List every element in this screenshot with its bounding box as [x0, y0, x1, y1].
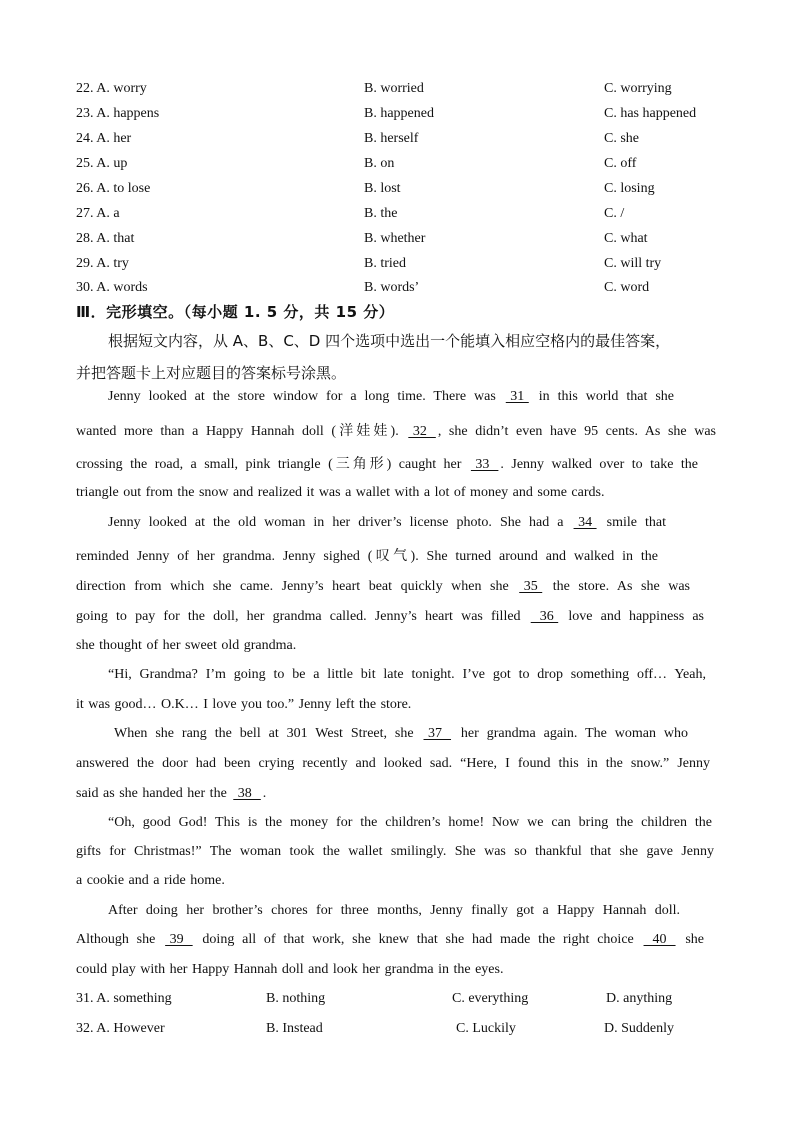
- passage-line: Although she 39 doing all of that work, she knew that she had made the right choice 40 she: [76, 932, 704, 947]
- option-c: C. worrying: [604, 81, 672, 96]
- passage-line: going to pay for the doll, her grandma called. Jenny’s heart was filled 36 love and happiness as: [76, 609, 704, 624]
- option-b: B. Instead: [266, 1021, 323, 1036]
- option-c: C. has happened: [604, 106, 697, 121]
- option-b: B. nothing: [266, 991, 326, 1006]
- passage-line: she thought of her sweet old grandma.: [76, 638, 297, 653]
- section-heading: Ⅲ．完形填空。（每小题 1. 5 分，共 15 分）: [76, 303, 395, 321]
- option-b: B. on: [364, 156, 395, 171]
- question-row-31: [76, 991, 736, 1013]
- option-c: C. word: [604, 280, 650, 295]
- blank-37: 37: [423, 726, 452, 741]
- option-c: C. /: [604, 206, 625, 221]
- option-b: B. the: [364, 206, 398, 221]
- option-a: 26. A. to lose: [76, 181, 151, 196]
- passage-line: crossing the road, a small, pink triangle (三角形) caught her 33 . Jenny walked over to take the: [76, 457, 698, 472]
- option-row-27: [76, 206, 736, 228]
- passage-line: gifts for Christmas!” The woman took the wallet smilingly. She was so thankful that she gave Jenny: [76, 844, 714, 859]
- option-row-30: [76, 280, 736, 302]
- option-a: 30. A. words: [76, 280, 148, 295]
- passage-line: wanted more than a Happy Hannah doll (洋娃娃). 32 , she didn’t even have 95 cents. As she was: [76, 424, 716, 439]
- blank-32: 32: [408, 424, 436, 439]
- option-a: 31. A. something: [76, 991, 172, 1006]
- option-a: 29. A. try: [76, 256, 129, 271]
- instruction-line-2: 并把答题卡上对应题目的答案标号涂黑。: [76, 364, 347, 382]
- option-b: B. herself: [364, 131, 419, 146]
- option-a: 22. A. worry: [76, 81, 147, 96]
- option-c: C. what: [604, 231, 648, 246]
- passage-line: Jenny looked at the old woman in her driver’s license photo. She had a 34 smile that: [108, 515, 666, 530]
- blank-34: 34: [573, 515, 597, 530]
- option-b: B. happened: [364, 106, 434, 121]
- option-c: C. losing: [604, 181, 655, 196]
- blank-40: 40: [643, 932, 676, 947]
- option-b: B. whether: [364, 231, 426, 246]
- option-d: D. Suddenly: [604, 1021, 674, 1036]
- option-c: C. she: [604, 131, 639, 146]
- blank-38: 38: [233, 786, 261, 801]
- option-row-24: [76, 131, 736, 153]
- option-b: B. words’: [364, 280, 420, 295]
- option-b: B. tried: [364, 256, 406, 271]
- passage-line: could play with her Happy Hannah doll and look her grandma in the eyes.: [76, 962, 504, 977]
- option-c: C. Luckily: [456, 1021, 516, 1036]
- instruction-line-1: 根据短文内容，从 A、B、C、D 四个选项中选出一个能填入相应空格内的最佳答案，: [108, 332, 671, 350]
- option-row-23: [76, 106, 736, 128]
- option-d: D. anything: [606, 991, 673, 1006]
- option-c: C. everything: [452, 991, 529, 1006]
- option-c: C. will try: [604, 256, 662, 271]
- option-b: B. lost: [364, 181, 401, 196]
- option-a: 32. A. However: [76, 1021, 165, 1036]
- passage-line: reminded Jenny of her grandma. Jenny sighed (叹气). She turned around and walked in the: [76, 549, 658, 564]
- passage-line: “Hi, Grandma? I’m going to be a little bit late tonight. I’ve got to drop something off… Yeah,: [108, 667, 706, 682]
- option-a: 28. A. that: [76, 231, 135, 246]
- passage-line: said as she handed her the 38 .: [76, 786, 267, 801]
- option-a: 25. A. up: [76, 156, 128, 171]
- option-a: 27. A. a: [76, 206, 120, 221]
- passage-line: it was good… O.K… I love you too.” Jenny left the store.: [76, 697, 412, 712]
- blank-35: 35: [519, 579, 543, 594]
- blank-31: 31: [505, 389, 529, 404]
- passage-line: triangle out from the snow and realized it was a wallet with a lot of money and some cards.: [76, 485, 605, 500]
- option-row-28: [76, 231, 736, 253]
- passage-line: “Oh, good God! This is the money for the children’s home! Now we can bring the children the: [108, 815, 712, 830]
- passage-line: direction from which she came. Jenny’s heart beat quickly when she 35 the store. As she was: [76, 579, 691, 594]
- option-row-25: [76, 156, 736, 178]
- passage-line: Jenny looked at the store window for a long time. There was 31 in this world that she: [108, 389, 674, 404]
- blank-39: 39: [165, 932, 193, 947]
- passage-line: When she rang the bell at 301 West Street, she 37 her grandma again. The woman who: [114, 726, 689, 741]
- option-b: B. worried: [364, 81, 424, 96]
- option-row-22: [76, 81, 736, 103]
- question-row-32: [76, 1021, 736, 1043]
- blank-33: 33: [470, 457, 499, 472]
- passage-line: answered the door had been crying recently and looked sad. “Here, I found this in the snow.” Jenny: [76, 756, 710, 771]
- blank-36: 36: [530, 609, 559, 624]
- passage-line: After doing her brother’s chores for three months, Jenny finally got a Happy Hannah doll.: [108, 903, 680, 918]
- option-c: C. off: [604, 156, 637, 171]
- passage-line: a cookie and a ride home.: [76, 873, 225, 888]
- option-row-26: [76, 181, 736, 203]
- option-a: 23. A. happens: [76, 106, 160, 121]
- option-row-29: [76, 256, 736, 278]
- option-a: 24. A. her: [76, 131, 132, 146]
